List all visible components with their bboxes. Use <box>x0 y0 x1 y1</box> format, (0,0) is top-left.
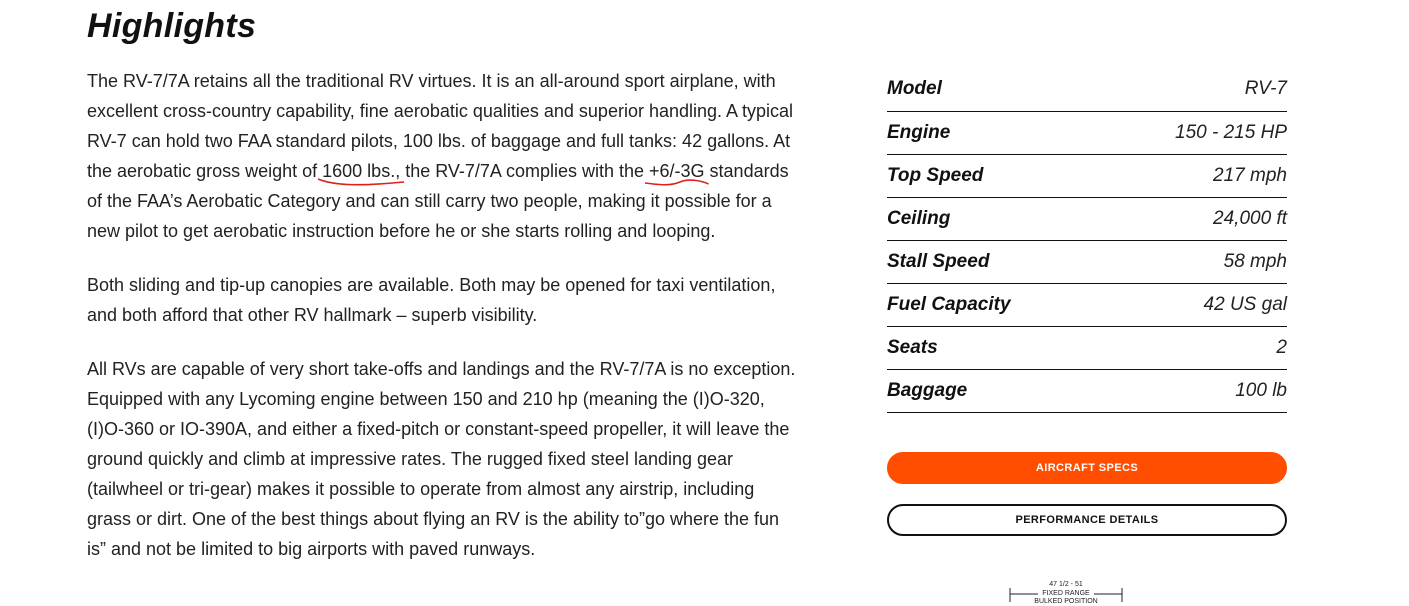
annotated-g-limits-text: +6/-3G <box>649 161 705 181</box>
paragraph-text: The RV-7/7A retains all the traditional RV virtues. It is an all-around sport airplane, with excellent cross-country capability, fine aerobatic qualities and superior handling. A typical RV-7 can hold two FAA standard pilots, 100 lbs. of baggage and full tanks: 42 gallons. At the aerobatic gross weight of <box>87 71 794 181</box>
performance-details-button[interactable]: PERFORMANCE DETAILS <box>887 504 1287 536</box>
spec-value: RV-7 <box>1244 78 1287 100</box>
spec-value: 42 US gal <box>1203 293 1287 315</box>
diagram-dimension-label: 47 1/2 - 51 <box>1049 581 1083 588</box>
spec-label: Model <box>887 78 942 100</box>
paragraph-text: standards of the FAA’s Aerobatic Category and can still carry two people, making it possible for a new pilot to get aerobatic instruction before he or she starts rolling and looping. <box>87 161 789 241</box>
highlights-paragraph-2: Both sliding and tip-up canopies are available. Both may be opened for taxi ventilation, and both afford that other RV hallmark – superb visibility. <box>87 275 776 325</box>
spec-value: 100 lb <box>1235 379 1287 401</box>
spec-label: Top Speed <box>887 164 984 186</box>
highlights-paragraph-1 <box>87 66 797 246</box>
spec-label: Baggage <box>887 379 968 401</box>
dimension-diagram <box>1008 580 1124 604</box>
spec-row-stall-speed <box>887 240 1287 283</box>
spec-value: 2 <box>1276 336 1287 358</box>
paragraph-text: the RV-7/7A complies with the <box>400 161 650 181</box>
spec-row-baggage <box>887 369 1287 412</box>
annotated-weight <box>322 161 400 181</box>
diagram-range-label: FIXED RANGE <box>1042 590 1090 597</box>
annotated-weight-text: 1600 lbs., <box>322 161 401 181</box>
spec-row-engine <box>887 111 1287 154</box>
annotated-g-limits <box>649 161 705 181</box>
spec-row-model <box>887 68 1287 111</box>
spec-row-top-speed <box>887 154 1287 197</box>
spec-panel <box>887 68 1287 413</box>
spec-label: Seats <box>887 336 938 358</box>
spec-value: 217 mph <box>1213 164 1287 186</box>
spec-value: 58 mph <box>1223 250 1287 272</box>
spec-value: 150 - 215 HP <box>1175 121 1287 143</box>
spec-label: Engine <box>887 121 951 143</box>
highlights-section <box>87 4 797 588</box>
spec-row-seats <box>887 326 1287 369</box>
section-title: Highlights <box>87 7 257 45</box>
diagram-position-label: BULKED POSITION <box>1034 598 1098 605</box>
spec-table <box>887 68 1287 413</box>
spec-value: 24,000 ft <box>1213 207 1287 229</box>
spec-label: Ceiling <box>887 207 951 229</box>
spec-row-ceiling <box>887 197 1287 240</box>
spec-label: Fuel Capacity <box>887 293 1011 315</box>
highlights-paragraph-3: All RVs are capable of very short take-offs and landings and the RV-7/7A is no exception. Equipped with any Lycoming engine between 150 and 210 hp (meaning the (I)O-320, (I)O-360 or IO-390A, and either a fixed-pitch or constant-speed propeller, it will leave the ground quickly and climb at impressive rates. The rugged fixed steel landing gear (tailwheel or tri-gear) makes it possible to operate from almost any airstrip, including grass or dirt. One of the best things about flying an RV is the ability to”go where the fun is” and not be limited to big airports with paved runways. <box>87 359 796 559</box>
spec-row-fuel-capacity <box>887 283 1287 326</box>
spec-label: Stall Speed <box>887 250 990 272</box>
aircraft-specs-button[interactable]: AIRCRAFT SPECS <box>887 452 1287 484</box>
